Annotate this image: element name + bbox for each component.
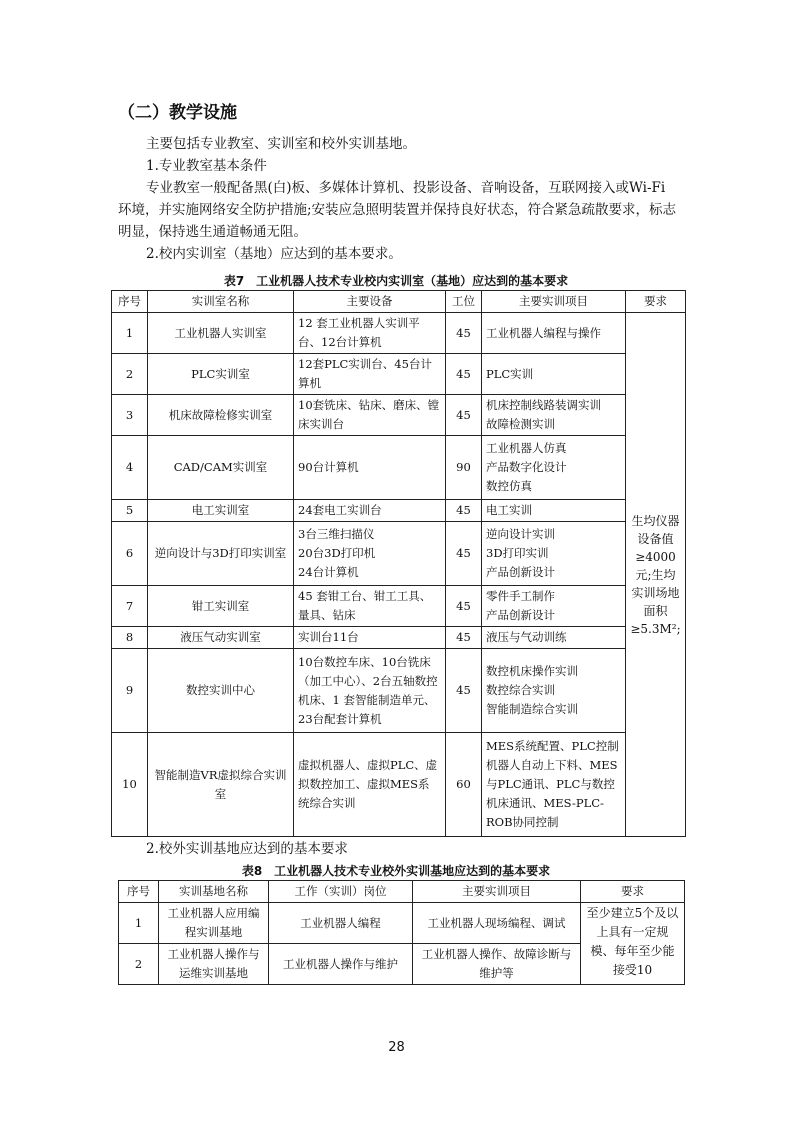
equipment: 90台计算机 — [294, 436, 446, 500]
project: 机床控制线路装调实训 故障检测实训 — [482, 395, 626, 436]
project: 电工实训 — [482, 500, 626, 522]
seats: 45 — [446, 500, 482, 522]
classroom-paragraph: 专业教室一般配备黑(白)板、多媒体计算机、投影设备、音响设备，互联网接入或Wi-Fi环境，并实施网络安全防护措施;安装应急照明装置并保持良好状态，符合紧急疏散要求，标志明显，保持逃生通道畅通无阻。 — [118, 180, 677, 240]
table7-caption: 表7 工业机器人技术专业校内实训室（基地）应达到的基本要求 — [223, 274, 569, 288]
table7-header-project: 主要实训项目 — [482, 291, 626, 313]
project: 零件手工制作 产品创新设计 — [482, 586, 626, 627]
table-row — [112, 436, 686, 500]
row-no: 5 — [112, 500, 148, 522]
lab-name: PLC实训室 — [148, 354, 294, 395]
table8-header-project: 主要实训项目 — [413, 881, 581, 903]
table8-header-row — [119, 881, 685, 903]
table7-requirement: 生均仪器设备值≥4000元;生均实训场地面积≥5.3M²; — [626, 313, 686, 837]
row-no: 8 — [112, 627, 148, 649]
intro-paragraph: 主要包括专业教室、实训室和校外实训基地。 — [146, 136, 416, 152]
table8-header-no: 序号 — [119, 881, 159, 903]
project: 工业机器人操作、故障诊断与维护等 — [413, 944, 581, 985]
section-title: （二）教学设施 — [118, 103, 237, 123]
equipment: 3台三维扫描仪 20台3D打印机 24台计算机 — [294, 522, 446, 586]
table8-offcampus-bases — [118, 880, 685, 985]
seats: 45 — [446, 354, 482, 395]
table8-requirement: 至少建立5个及以上具有一定规模、每年至少能接受10 — [581, 903, 685, 985]
table8-header-requirement: 要求 — [581, 881, 685, 903]
project: 数控机床操作实训 数控综合实训 智能制造综合实训 — [482, 649, 626, 733]
lab-name: 工业机器人实训室 — [148, 313, 294, 354]
project: 工业机器人现场编程、调试 — [413, 903, 581, 944]
row-no: 10 — [112, 733, 148, 837]
lab-name: 逆向设计与3D打印实训室 — [148, 522, 294, 586]
row-no: 7 — [112, 586, 148, 627]
seats: 45 — [446, 586, 482, 627]
seats: 45 — [446, 627, 482, 649]
table-row — [112, 313, 686, 354]
equipment: 12套PLC实训台、45台计算机 — [294, 354, 446, 395]
lab-name: 电工实训室 — [148, 500, 294, 522]
row-no: 1 — [119, 903, 159, 944]
seats: 90 — [446, 436, 482, 500]
table7-header-no: 序号 — [112, 291, 148, 313]
table-row — [112, 733, 686, 837]
row-no: 2 — [112, 354, 148, 395]
table7-header-requirement: 要求 — [626, 291, 686, 313]
lab-name: 机床故障检修实训室 — [148, 395, 294, 436]
row-no: 3 — [112, 395, 148, 436]
project: PLC实训 — [482, 354, 626, 395]
table-row — [112, 500, 686, 522]
equipment: 实训台11台 — [294, 627, 446, 649]
subheading-oncampus: 2.校内实训室（基地）应达到的基本要求。 — [146, 246, 402, 262]
project: 工业机器人编程与操作 — [482, 313, 626, 354]
row-no: 9 — [112, 649, 148, 733]
table7-oncampus-labs — [111, 290, 686, 837]
row-no: 6 — [112, 522, 148, 586]
post: 工业机器人操作与维护 — [269, 944, 413, 985]
project: 工业机器人仿真 产品数字化设计 数控仿真 — [482, 436, 626, 500]
equipment: 45 套钳工台、钳工工具、量具、钻床 — [294, 586, 446, 627]
base-name: 工业机器人应用编程实训基地 — [159, 903, 269, 944]
lab-name: 数控实训中心 — [148, 649, 294, 733]
table7-header-seats: 工位 — [446, 291, 482, 313]
subheading-classroom: 1.专业教室基本条件 — [146, 158, 267, 174]
project: 逆向设计实训 3D打印实训 产品创新设计 — [482, 522, 626, 586]
row-no: 1 — [112, 313, 148, 354]
table8-header-name: 实训基地名称 — [159, 881, 269, 903]
lab-name: 钳工实训室 — [148, 586, 294, 627]
lab-name: 智能制造VR虚拟综合实训室 — [148, 733, 294, 837]
table8-caption: 表8 工业机器人技术专业校外实训基地应达到的基本要求 — [241, 864, 551, 878]
table7-header-row — [112, 291, 686, 313]
project: MES系统配置、PLC控制机器人自动上下料、MES与PLC通讯、PLC与数控机床通讯、MES-PLC-ROB协同控制 — [482, 733, 626, 837]
table7-header-equipment: 主要设备 — [294, 291, 446, 313]
equipment: 10台数控车床、10台铣床（加工中心）、2台五轴数控机床、1 套智能制造单元、23台配套计算机 — [294, 649, 446, 733]
project: 液压与气动训练 — [482, 627, 626, 649]
row-no: 4 — [112, 436, 148, 500]
equipment: 12 套工业机器人实训平台、12台计算机 — [294, 313, 446, 354]
equipment: 24套电工实训台 — [294, 500, 446, 522]
table7-header-name: 实训室名称 — [148, 291, 294, 313]
seats: 60 — [446, 733, 482, 837]
table-row — [112, 354, 686, 395]
table-row — [119, 903, 685, 944]
row-no: 2 — [119, 944, 159, 985]
seats: 45 — [446, 313, 482, 354]
equipment: 虚拟机器人、虚拟PLC、虚拟数控加工、虚拟MES系统综合实训 — [294, 733, 446, 837]
equipment: 10套铣床、钻床、磨床、镗床实训台 — [294, 395, 446, 436]
table-row — [112, 522, 686, 586]
lab-name: CAD/CAM实训室 — [148, 436, 294, 500]
lab-name: 液压气动实训室 — [148, 627, 294, 649]
table8-header-post: 工作（实训）岗位 — [269, 881, 413, 903]
seats: 45 — [446, 395, 482, 436]
page-number: 28 — [388, 1040, 405, 1055]
table-row — [112, 627, 686, 649]
base-name: 工业机器人操作与运维实训基地 — [159, 944, 269, 985]
seats: 45 — [446, 649, 482, 733]
table-row — [112, 395, 686, 436]
table-row — [112, 586, 686, 627]
post: 工业机器人编程 — [269, 903, 413, 944]
subheading-offcampus: 2.校外实训基地应达到的基本要求 — [146, 841, 348, 857]
seats: 45 — [446, 522, 482, 586]
table-row — [112, 649, 686, 733]
